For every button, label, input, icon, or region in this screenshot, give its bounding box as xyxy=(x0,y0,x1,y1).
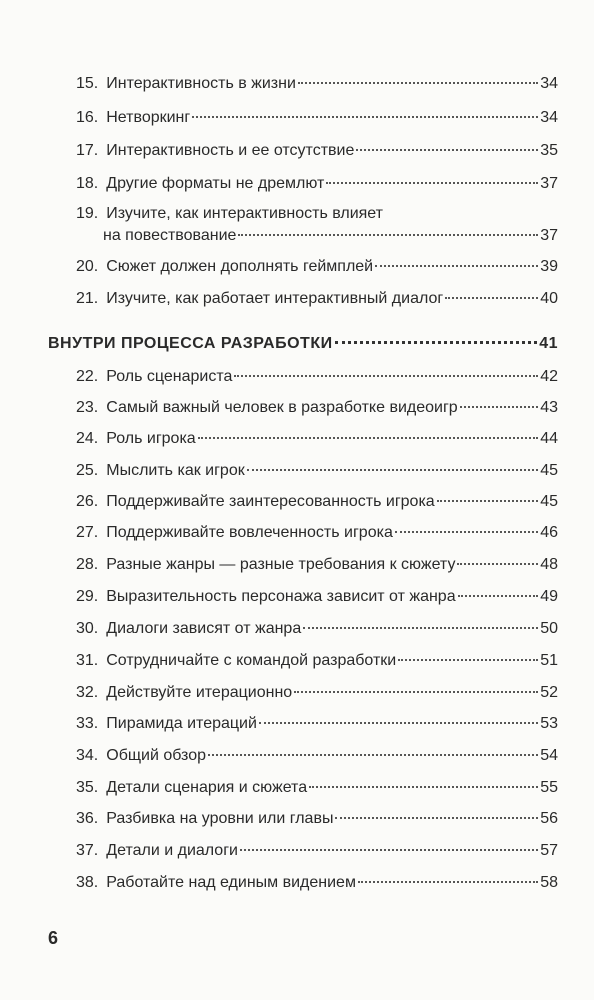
entry-page: 58 xyxy=(540,874,558,891)
entry-number: 31. xyxy=(76,652,99,669)
leader-dots xyxy=(356,149,538,151)
section-page: 41 xyxy=(539,335,558,352)
entry-page: 52 xyxy=(540,684,558,701)
toc-entry xyxy=(76,288,558,310)
entry-title: Поддерживайте заинтересованность игрока xyxy=(106,493,435,510)
toc-entry xyxy=(76,554,558,576)
leader-dots xyxy=(458,595,539,597)
entry-page: 39 xyxy=(540,258,558,275)
entry-page: 45 xyxy=(540,493,558,510)
entry-title: Роль игрока xyxy=(106,430,196,447)
entry-page: 56 xyxy=(540,810,558,827)
page-number: 6 xyxy=(48,928,59,948)
entry-title: Сотрудничайте с командой разработки xyxy=(106,652,397,669)
entry-number: 21. xyxy=(76,290,99,307)
entry-title: Самый важный человек в разработке видеоигр xyxy=(106,399,458,416)
entry-page: 45 xyxy=(540,462,558,479)
entry-number: 22. xyxy=(76,368,99,385)
leader-dots xyxy=(294,691,538,693)
entry-title: Изучите, как работает интерактивный диалог xyxy=(106,290,444,307)
entry-number: 37. xyxy=(76,842,99,859)
leader-dots xyxy=(358,881,538,883)
leader-dots xyxy=(335,817,538,819)
entry-number: 27. xyxy=(76,524,99,541)
entry-number: 20. xyxy=(76,258,99,275)
leader-dots xyxy=(395,531,538,533)
toc-entry xyxy=(76,650,558,672)
entry-page: 35 xyxy=(540,142,558,159)
entry-number: 29. xyxy=(76,588,99,605)
leader-dots xyxy=(335,341,538,344)
entry-number: 34. xyxy=(76,747,99,764)
entry-number: 15. xyxy=(76,75,99,92)
entry-title: Разные жанры — разные требования к сюжету xyxy=(106,556,456,573)
entry-title: Интерактивность и ее отсутствие xyxy=(106,142,355,159)
entry-number: 28. xyxy=(76,556,99,573)
leader-dots xyxy=(238,234,538,236)
entry-number: 30. xyxy=(76,620,99,637)
toc-entry xyxy=(76,586,558,608)
entry-title: Общий обзор xyxy=(106,747,207,764)
entry-page: 55 xyxy=(540,779,558,796)
leader-dots xyxy=(198,437,539,439)
entry-page: 37 xyxy=(540,227,558,244)
entry-number: 25. xyxy=(76,462,99,479)
entry-page: 57 xyxy=(540,842,558,859)
entry-title: Детали и диалоги xyxy=(106,842,238,859)
toc-entry xyxy=(76,808,558,830)
toc-entry xyxy=(76,872,558,894)
entry-title: Действуйте итерационно xyxy=(106,684,293,701)
section-title: ВНУТРИ ПРОЦЕССА РАЗРАБОТКИ xyxy=(48,335,333,352)
entry-page: 34 xyxy=(540,109,558,126)
toc-entry xyxy=(76,840,558,862)
entry-number: 36. xyxy=(76,810,99,827)
entry-page: 40 xyxy=(540,290,558,307)
entry-number: 18. xyxy=(76,175,99,192)
entry-title: Сюжет должен дополнять геймплей xyxy=(106,258,374,275)
entry-title: Нетворкинг xyxy=(106,109,191,126)
leader-dots xyxy=(375,265,538,267)
entry-page: 48 xyxy=(540,556,558,573)
leader-dots xyxy=(259,722,538,724)
leader-dots xyxy=(234,375,538,377)
entry-number: 35. xyxy=(76,779,99,796)
entry-title: Интерактивность в жизни xyxy=(106,75,296,92)
entry-number: 16. xyxy=(76,109,99,126)
leader-dots xyxy=(326,182,538,184)
entry-page: 34 xyxy=(540,75,558,92)
entry-number: 33. xyxy=(76,715,99,732)
entry-number: 19. xyxy=(76,205,99,222)
toc-entry xyxy=(76,745,558,767)
entry-title-line2: на повествование xyxy=(103,227,237,244)
toc-entry xyxy=(76,397,558,419)
toc-entry xyxy=(76,107,558,129)
leader-dots xyxy=(298,82,538,84)
entry-title: Поддерживайте вовлеченность игрока xyxy=(106,524,393,541)
toc-entry xyxy=(76,682,558,704)
entry-title-line1: Изучите, как интерактивность влияет xyxy=(106,205,383,222)
toc-entry xyxy=(76,173,558,195)
toc-entry xyxy=(76,140,558,162)
entry-page: 50 xyxy=(540,620,558,637)
leader-dots xyxy=(457,563,538,565)
entry-page: 49 xyxy=(540,588,558,605)
toc-entry xyxy=(76,460,558,482)
toc-entry xyxy=(76,73,558,95)
entry-title: Детали сценария и сюжета xyxy=(106,779,308,796)
toc-entry xyxy=(76,522,558,544)
section-heading xyxy=(48,333,558,355)
entry-page: 46 xyxy=(540,524,558,541)
entry-number: 24. xyxy=(76,430,99,447)
entry-page: 44 xyxy=(540,430,558,447)
leader-dots xyxy=(309,786,538,788)
entry-number: 23. xyxy=(76,399,99,416)
entry-number: 38. xyxy=(76,874,99,891)
leader-dots xyxy=(240,849,538,851)
leader-dots xyxy=(398,659,538,661)
entry-number: 32. xyxy=(76,684,99,701)
entry-title: Пирамида итераций xyxy=(106,715,257,732)
toc-entry xyxy=(76,777,558,799)
entry-title: Роль сценариста xyxy=(106,368,233,385)
entry-page: 42 xyxy=(540,368,558,385)
entry-number: 17. xyxy=(76,142,99,159)
toc-entry-multiline xyxy=(76,203,558,247)
entry-page: 43 xyxy=(540,399,558,416)
entry-title: Мыслить как игрок xyxy=(106,462,245,479)
entry-page: 53 xyxy=(540,715,558,732)
entry-number: 26. xyxy=(76,493,99,510)
toc-entry xyxy=(76,491,558,513)
leader-dots xyxy=(445,297,538,299)
entry-title: Работайте над единым видением xyxy=(106,874,356,891)
leader-dots xyxy=(192,116,538,118)
toc-entry xyxy=(76,366,558,388)
entry-title: Диалоги зависят от жанра xyxy=(106,620,302,637)
leader-dots xyxy=(437,500,539,502)
entry-page: 54 xyxy=(540,747,558,764)
entry-page: 51 xyxy=(540,652,558,669)
toc-entry xyxy=(76,618,558,640)
leader-dots xyxy=(208,754,538,756)
toc-entry xyxy=(76,256,558,278)
leader-dots xyxy=(247,469,538,471)
toc-entry xyxy=(76,713,558,735)
toc-entry xyxy=(76,428,558,450)
entry-page: 37 xyxy=(540,175,558,192)
entry-title: Другие форматы не дремлют xyxy=(106,175,325,192)
leader-dots xyxy=(460,406,539,408)
entry-title: Разбивка на уровни или главы xyxy=(106,810,334,827)
leader-dots xyxy=(303,627,538,629)
entry-title: Выразительность персонажа зависит от жанра xyxy=(106,588,456,605)
